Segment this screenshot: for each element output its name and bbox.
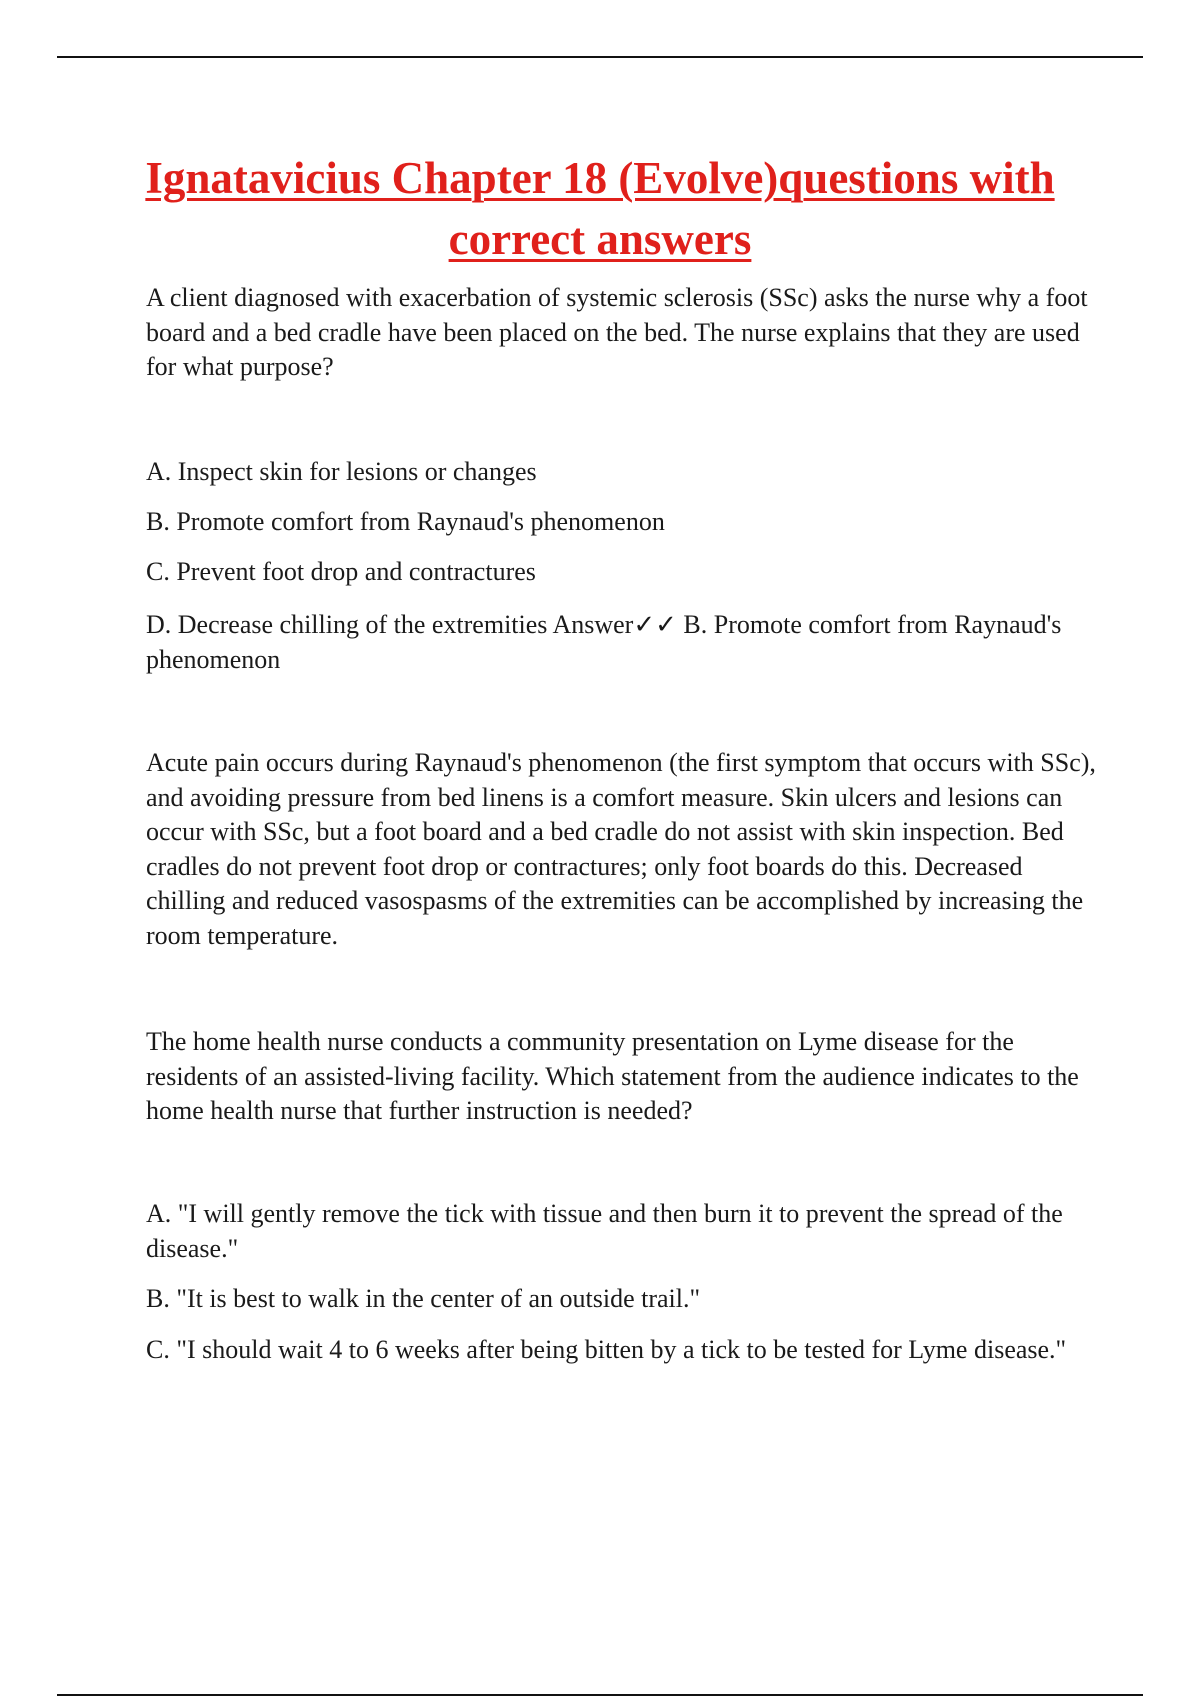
footer-rule xyxy=(57,1694,1143,1696)
question-1-rationale: Acute pain occurs during Raynaud's phenomenon (the first symptom that occurs with SSc), and avoiding pressure from bed linens is a comfort measure. Skin ulcers and lesions can occur with SSc, but a foot board and a bed cradle do not assist with skin inspection. Bed cradles do not prevent foot drop or contractures; only foot boards do this. Decreased chilling and reduced vasospasms of the extremities can be accomplished by increasing the room temperature. xyxy=(146,748,1096,950)
question-2-stem: The home health nurse conducts a community presentation on Lyme disease for the residents of an assisted-living facility. Which statement from the audience indicates to the home health nurse that further instruction is needed? xyxy=(146,1027,1079,1125)
question-1-option-b: B. Promote comfort from Raynaud's phenomenon xyxy=(146,507,665,536)
header-rule xyxy=(57,56,1143,58)
question-1-option-a: A. Inspect skin for lesions or changes xyxy=(146,457,537,486)
question-1-stem: A client diagnosed with exacerbation of systemic sclerosis (SSc) asks the nurse why a foot board and a bed cradle have been placed on the bed. The nurse explains that they are used for what purpose? xyxy=(146,283,1088,381)
question-1-option-c: C. Prevent foot drop and contractures xyxy=(146,557,536,586)
question-1-option-d-answer: D. Decrease chilling of the extremities Answer✓✓ B. Promote comfort from Raynaud's phenomenon xyxy=(146,610,1062,674)
question-2-option-c: C. "I should wait 4 to 6 weeks after being bitten by a tick to be tested for Lyme disease." xyxy=(146,1335,1067,1364)
question-2-option-a: A. "I will gently remove the tick with tissue and then burn it to prevent the spread of the disease." xyxy=(146,1199,1063,1263)
question-2-option-b: B. "It is best to walk in the center of an outside trail." xyxy=(146,1284,701,1313)
document-title: Ignatavicius Chapter 18 (Evolve)questions with correct answers xyxy=(145,153,1055,264)
